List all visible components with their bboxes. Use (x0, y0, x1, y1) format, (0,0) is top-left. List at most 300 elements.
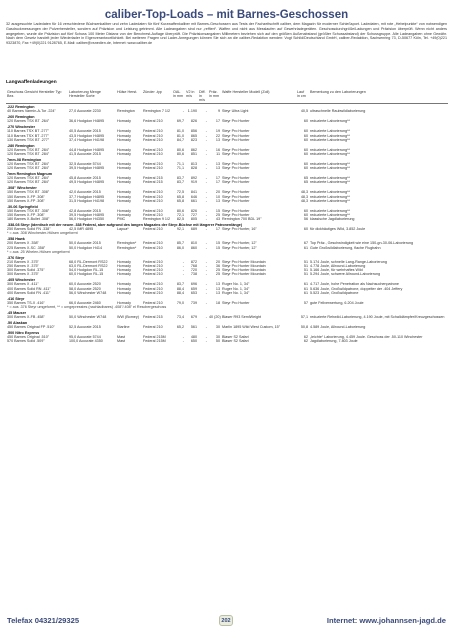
caliber-name: .500 Nitro Express (7, 330, 40, 335)
table-cell: Federal 210 (143, 198, 163, 203)
table-cell: 100,0 Accurate 4350 (69, 339, 103, 344)
table-cell: - (205, 227, 207, 232)
table-cell: - (205, 268, 207, 273)
table-cell: Remington 700 BDL 19" (222, 217, 262, 222)
table-cell: gute Fellverwertung, 6.204 Joule (310, 300, 364, 305)
table-cell: Steyr Pro Hunter (222, 147, 250, 152)
table-cell: 659 (190, 286, 197, 291)
table-cell: - (205, 152, 207, 157)
table-cell: 110 Barnes TSX BT .277" (7, 133, 49, 138)
table-cell: 51 (303, 259, 308, 264)
table-cell: 60 (303, 133, 308, 138)
table-row (6, 339, 448, 343)
table-cell: 13 (215, 137, 220, 142)
table-cell: - (205, 339, 207, 344)
table-cell: 67 (303, 241, 308, 246)
table-cell: 727 (190, 213, 197, 218)
table-cell: 22 (215, 133, 220, 138)
table-row (6, 315, 448, 319)
table-cell: 5.636 Joule, Großwildpatrone, doppelter der .404 Jeffery (310, 286, 403, 291)
table-cell: 52,5 Accurate 2015 (69, 325, 101, 330)
table-cell: 37,7 Hodgdon H4895 (69, 194, 105, 199)
table-cell: 42,0 Accurate 2015 (69, 190, 101, 195)
table-cell: 250 Barnes Solid FN .338" (7, 227, 51, 232)
caliber-name: .405 Winchester (7, 278, 36, 283)
table-cell: 66,0 Accurate 2460 (69, 300, 101, 305)
table-cell: 300 Barnes X .375" (7, 272, 39, 277)
table-cell: Steyr Pro Hunter (222, 213, 250, 218)
table-cell: 32,5 Accurate 5744 (69, 162, 101, 167)
table-cell: 60 (303, 119, 308, 124)
table-cell: 13 (215, 282, 220, 287)
table-cell: 40 Barnes Varmin-A-Tor .224" (7, 109, 56, 114)
table-cell: 11 (216, 152, 220, 157)
table-cell: 823 (190, 137, 197, 142)
table-cell: 60 (303, 129, 308, 134)
table-cell: - (182, 335, 184, 340)
table-cell: - (182, 259, 184, 264)
table-cell: 72,5 (176, 190, 184, 195)
table-cell: 82,5 (176, 217, 184, 222)
table-cell: Hornady (117, 162, 131, 167)
table-cell: 60 (303, 227, 308, 232)
table-cell: 15 (215, 208, 220, 213)
table-cell: Steyr Pro Hunter (222, 166, 250, 171)
column-header: Bemerkung zu den Laborierungen (310, 90, 366, 94)
table-cell: Marlin 1895 Wild West Custom, 15" (222, 325, 281, 330)
table-cell: 17 (215, 227, 220, 232)
table-cell: 60 (303, 208, 308, 213)
table-cell: PMC (117, 217, 126, 222)
table-body (6, 103, 448, 343)
table-cell: 450 Barnes Original FP .510" (7, 325, 55, 330)
table-cell: Hornady (117, 213, 131, 218)
table-cell: 13 (215, 286, 220, 291)
table-cell: - (205, 282, 207, 287)
table-cell: reduzierte Laborierung** (310, 152, 350, 157)
table-cell: 120 Barnes TSX BT .284" (7, 162, 50, 167)
table-cell: - (205, 335, 207, 340)
table-cell: Steyr Pro Hunter (222, 133, 250, 138)
table-cell: 39,5 Hodgdon H4895 (69, 213, 105, 218)
table-cell: 120 Barnes TSX BT .264" (7, 119, 50, 124)
table-cell: Steyr Pro Hunter (222, 119, 250, 124)
table-cell: - (205, 166, 207, 171)
table-cell: 36,6 Hodgdon H4895 (69, 119, 105, 124)
table-cell: 20 (215, 190, 220, 195)
table-cell: reduzierte Laborierung** (310, 166, 350, 171)
table-cell: - (205, 213, 207, 218)
table-cell: 300 Barnes X-FB .458" (7, 315, 45, 320)
table-cell: - (205, 241, 207, 246)
table-cell: Remington 9 1/2 (143, 217, 171, 222)
table-cell: 83,7 (176, 282, 184, 287)
table-cell: 150 Barnes X-FP .308" (7, 213, 45, 218)
table-cell: 45,8 Accurate 2015 (69, 176, 101, 181)
table-cell: - (205, 137, 207, 142)
table-cell: 49,5 Hodgdon H4895 (69, 180, 105, 185)
table-cell: 646 (190, 194, 197, 199)
caliber-name: .280 Remington (7, 143, 35, 148)
table-cell: 350 Barnes TS-X .416" (7, 300, 45, 305)
caliber-name: .45 Mauser (7, 310, 27, 315)
table-cell: Steyr Pro Hunter Mountain (222, 272, 266, 277)
caliber-name: .338-08 Steyr (identisch mit der neuen .338 Federal, aber aufgrund des langen Magazins der Steyr-Büchse mit längerer Patronenlänge) (7, 223, 243, 228)
table-cell: 150 Barnes X-FP .308" (7, 198, 45, 203)
table-cell: 561 (190, 325, 197, 330)
table-cell: ultraschnelle Raubwildlaborierung (310, 109, 366, 114)
table-cell: Federal 215M (143, 339, 166, 344)
table-cell: reduzierte Laborierung** (310, 180, 350, 185)
table-cell: 80,6 (176, 152, 184, 157)
table-cell: 61 (303, 282, 308, 287)
note-text: * = aus .25 Whelen-Hülsen umgeformt (7, 249, 70, 254)
column-header: Laborierung Menge Hersteller Sorte (69, 90, 101, 99)
table-cell: 71,1 (176, 166, 184, 171)
table-cell: 60 (303, 147, 308, 152)
table-cell: 43,5 Hodgdon H4895 (69, 133, 105, 138)
table-cell: klassische Jagdlaborierung (310, 217, 355, 222)
caliber-name: .376 Steyr (7, 255, 25, 260)
table-cell: 83,7 (176, 180, 184, 185)
table-cell: Federal 215 (143, 176, 163, 181)
table-cell: Hornady (117, 208, 131, 213)
table-cell: 27,0 Accurate 2230 (69, 109, 101, 114)
table-cell: Federal 210 (143, 133, 163, 138)
table-cell: 150 Barnes X-FP .308" (7, 194, 45, 199)
table-cell: 813 (190, 162, 197, 167)
table-cell: Hornady (117, 129, 131, 134)
table-cell: Remington* (117, 241, 137, 246)
table-cell: Steyr Pro Hunter Mountain (222, 264, 266, 269)
table-cell: - (205, 286, 207, 291)
table-cell: für dickhäutiges Wild, 3.852 Joule (310, 227, 366, 232)
table-cell: 13 (215, 162, 220, 167)
table-cell: 39,5 Hodgdon H4895 (69, 166, 105, 171)
table-cell: 51 (303, 268, 308, 273)
table-cell: Hornady (117, 264, 131, 269)
table-cell: Federal 215 (143, 180, 163, 185)
caliber-name: .358 Hawk (7, 237, 25, 242)
note-text: * = aus .308 Winchester-Hülsen umgeformt (7, 231, 78, 236)
table-cell: Federal 210 (143, 166, 163, 171)
table-cell: - (205, 162, 207, 167)
table-cell: 9 (217, 109, 220, 114)
table-cell: - (182, 109, 184, 114)
table-cell: 60 (303, 213, 308, 218)
table-cell: reduzierte Laborierung** (310, 213, 350, 218)
table-cell: 17 (215, 176, 220, 181)
table-cell: Federal 210 (143, 290, 163, 295)
table-cell: - (205, 119, 207, 124)
table-cell: Federal 210 (143, 300, 163, 305)
table-cell: 88,4 (176, 290, 184, 295)
column-header: Zünder -typ (143, 90, 162, 94)
table-cell: Steyr Pro Hunter (222, 180, 250, 185)
table-cell: 88,4 (176, 286, 184, 291)
table-cell: 20 (215, 259, 220, 264)
table-cell: Federal 210 (143, 282, 163, 287)
table-cell: 40,5 Accurate 2015 (69, 129, 101, 134)
table-cell: 120 Barnes TSX BT .284" (7, 180, 50, 185)
table-cell: 60 (303, 166, 308, 171)
table-cell: 13 (215, 198, 220, 203)
table-cell: Hornady (117, 286, 131, 291)
table-cell: Federal 210 (143, 152, 163, 157)
table-cell: Hornady (117, 268, 131, 273)
table-cell: WW (Bomey) (117, 315, 139, 320)
table-cell: 865 (190, 133, 197, 138)
table-cell: 15 (215, 245, 220, 250)
table-cell: - (205, 180, 207, 185)
table-cell: 61 (303, 286, 308, 291)
caliber-name: .50 Alaskan (7, 320, 28, 325)
table-cell: 15 (215, 241, 220, 246)
table-cell: 81,0 (176, 133, 184, 138)
table-cell: Ruger No. 1, 34" (222, 282, 250, 287)
table-cell: 653 (190, 290, 197, 295)
table-cell: Hornady (117, 300, 131, 305)
table-cell: 5.294 Joule, schwere Allround-Laborierung (310, 272, 381, 277)
table-cell: 80,6 (176, 147, 184, 152)
table-cell: 85,7 (176, 241, 184, 246)
table-cell: „leichte“ Laborierung, 4.459 Joule. Geschoss der .50-110 Winchester (310, 335, 423, 340)
fax-number: Telefax 04321/29325 (7, 616, 80, 625)
table-cell: Federal 210 (143, 213, 163, 218)
table-cell: - (182, 272, 184, 277)
table-cell: 13 (215, 290, 220, 295)
table-cell: 65 (303, 180, 308, 185)
table-cell: 250 Barnes X .375" (7, 264, 39, 269)
column-header: Diff. in m/s (199, 90, 206, 103)
table-cell: 689 (190, 227, 197, 232)
table-cell: Blaser S2 Safari (222, 339, 249, 344)
table-cell: 51 (303, 272, 308, 277)
caliber-name: .30-06 Springfield (7, 204, 38, 209)
table-cell: Steyr Pro Hunter (222, 152, 250, 157)
table-cell: 225 Barnes X-SC .358" (7, 245, 46, 250)
table-cell: 79,0 (176, 300, 184, 305)
table-cell: 58,0 Accurate 2520 (69, 286, 101, 291)
table-cell: 62 (303, 339, 308, 344)
table-cell: 65 (303, 176, 308, 181)
column-header: Präz. in mm (209, 90, 220, 99)
table-cell: 60,0 Accurate 2520 (69, 282, 101, 287)
table-cell: Federal 210 (143, 227, 163, 232)
table-cell: 95,0 Accurate 5744 (69, 335, 101, 340)
table-cell: 696 (190, 282, 197, 287)
table-cell: Lapua* (117, 227, 129, 232)
table-cell: reduzierte Laborierung** (310, 147, 350, 152)
table-cell: 48,3 (300, 190, 308, 195)
table-cell: - (205, 217, 207, 222)
table-cell: 480 (190, 335, 197, 340)
table-cell: 4.589 Joule, Allround-Laborierung (310, 325, 366, 330)
table-cell: Federal 210 (143, 325, 163, 330)
table-cell: Steyr Pro Hunter (222, 208, 250, 213)
table-cell: Federal 210 (143, 264, 163, 269)
table-cell: 30 (215, 335, 220, 340)
table-cell: Steyr Pro Hunter (222, 198, 250, 203)
table-cell: Steyr Ultra Light (222, 109, 249, 114)
table-cell: - (205, 272, 207, 277)
table-cell: Hornady (117, 180, 131, 185)
table-cell: 41,5 Accurate 2015 (69, 152, 101, 157)
table-cell: 150 Barnes TSX BT .308" (7, 208, 50, 213)
table-cell: 56,0 Hodgdon H4350 (69, 217, 105, 222)
table-cell: 68,0 RL-Dermont RS22 (69, 259, 108, 264)
table-cell: 679 (190, 315, 197, 320)
caliber-name: 7mm-08 Remington (7, 157, 42, 162)
table-cell: - (205, 198, 207, 203)
table-cell: Blaser R93 SemiWeight (222, 315, 262, 320)
table-cell: 42,8 Accurate 2015 (69, 208, 101, 213)
table-cell: Federal 210 (143, 286, 163, 291)
table-cell: 51 (303, 264, 308, 269)
table-cell: Hornady (117, 166, 131, 171)
table-cell: 50,0 Accurate 2015 (69, 241, 101, 246)
table-cell: - (205, 208, 207, 213)
table-cell: Ruger No. 1, 34" (222, 290, 250, 295)
caliber-name: .260 Remington (7, 115, 35, 120)
footer (0, 614, 453, 628)
table-cell: reduzierte Laborierung** (310, 176, 350, 181)
table-cell: 4.717 Joule, hohe Penetration als Nachsuchenpatrone (310, 282, 399, 287)
table-cell: 180 Barnes X-Bullet .308" (7, 217, 50, 222)
table-cell: 60,0 Hodgdon RL-15 (69, 272, 104, 277)
table-cell: 36 (215, 264, 220, 269)
table-cell: 120 Barnes TSX BT .284" (7, 147, 50, 152)
table-cell: reduzierte Rehwild-Laborierung, 4.190 Joule, mit Schalldämpfer/Kreuzgeschossen (310, 315, 445, 320)
table-cell: 63,0 RL-Dermont RS22 (69, 264, 108, 269)
table-cell: Hornady (117, 259, 131, 264)
table-cell: 210 Barnes X .375" (7, 259, 39, 264)
page-title: caliber-Top-Loads – mit Barnes-Geschossen (104, 9, 349, 21)
table-cell: Steyr Pro Hunter Mountain (222, 268, 266, 273)
table-cell: 57 (303, 300, 308, 305)
table-cell: Federal 210 (143, 245, 163, 250)
table-cell: Steyr Pro Hunter (222, 176, 250, 181)
table-cell: Remington (117, 109, 135, 114)
table-cell: reduzierte Laborierung** (310, 133, 350, 138)
table-cell: 60 (303, 162, 308, 167)
table-cell: 31,5 Hodgdon H4198 (69, 198, 105, 203)
table-cell: 738 (190, 272, 197, 277)
table-cell: 5.523 Joule, Großwildpatrone (310, 290, 359, 295)
table-cell: 50,8 (300, 325, 308, 330)
table-cell: 570 Barnes Solid .509" (7, 339, 45, 344)
table-cell: Steyr Pro Hunter (222, 194, 250, 199)
table-cell: 826 (190, 119, 197, 124)
table-cell: 739 (190, 300, 197, 305)
table-cell: 57,1 (300, 315, 308, 320)
table-header-row (6, 90, 448, 103)
table-cell: 44,8 Hodgdon H4895 (69, 147, 105, 152)
table-cell: - (182, 264, 184, 269)
table-cell: 856 (190, 129, 197, 134)
table-cell: 5.174 Joule, schnelle Lang-Range-Laborierung (310, 259, 387, 264)
table-cell: - (205, 109, 207, 114)
table-cell: 450 Barnes Original .510" (7, 335, 50, 340)
table-cell: 69,7 (176, 119, 184, 124)
table-cell: Steyr Pro Hunter, 16" (222, 227, 257, 232)
table-cell: Steyr Pro Hunter (222, 129, 250, 134)
table-cell: 60 (303, 152, 308, 157)
table-cell: 16 (215, 147, 220, 152)
table-cell: 872 (190, 259, 197, 264)
table-cell: 92,1 (176, 227, 184, 232)
table-cell: Steyr Pro Hunter, 12" (222, 245, 257, 250)
table-cell: - (182, 268, 184, 273)
table-cell: 17 (215, 180, 220, 185)
table-cell: Steyr Pro Hunter (222, 137, 250, 142)
table-cell: 5.166 Joule, für wehrhaftes Wild (310, 268, 363, 273)
table-cell: Federal 210 (143, 272, 163, 277)
table-cell: - (205, 264, 207, 269)
table-cell: Blaser S2 Safari (222, 335, 249, 340)
table-cell: 400 Barnes Solid FN .411" (7, 290, 51, 295)
table-cell: Federal 210 (143, 162, 163, 167)
table-cell: 83,7 (176, 176, 184, 181)
load-data-table (6, 90, 448, 343)
table-cell: 862 (190, 147, 197, 152)
table-cell: 200 Barnes X .358" (7, 241, 39, 246)
table-cell: 54,0 Hodgdon RL-15 (69, 268, 104, 273)
table-cell: Mast (117, 339, 125, 344)
caliber-name: .222 Remington (7, 105, 35, 110)
table-cell: 65,8 (176, 194, 184, 199)
table-cell: - (205, 190, 207, 195)
table-cell: 40 (20) (209, 315, 221, 320)
website-link[interactable]: Internet: www.johannsen-jagd.de (326, 616, 446, 625)
table-cell: 43 (215, 217, 220, 222)
table-cell: Hornady (117, 190, 131, 195)
table-cell: reduzierte Laborierung** (310, 119, 350, 124)
table-cell: reduzierte Laborierung** (310, 208, 350, 213)
table-cell: Steyr Pro Hunter (222, 190, 250, 195)
table-cell: 25 (215, 268, 220, 273)
table-cell: Mast (117, 335, 125, 340)
table-cell: 860 (190, 245, 197, 250)
table-cell: Hornady (117, 176, 131, 181)
table-cell: 120 Barnes TSX BT .284" (7, 166, 50, 171)
table-cell: 828 (190, 166, 197, 171)
table-cell: reduzierte Laborierung** (310, 190, 350, 195)
table-cell: 61 (303, 290, 308, 295)
table-cell: reduzierte Laborierung** (310, 198, 350, 203)
table-cell: - (205, 194, 207, 199)
table-cell: 48,3 (300, 198, 308, 203)
note-text: * = aus .376 Steyr umgeformt, ** = umgepresstes (nachladbares) .408"/.408" el Rescbergeschoss (7, 305, 167, 310)
table-cell: Top Präz., Geschwindigkeit wie eine 150-gn-30-06-Laborierung (310, 241, 414, 246)
column-header: V2 in m/s (186, 90, 195, 99)
table-cell: 19 (215, 129, 220, 134)
table-cell: 120 Barnes TSX BT .284" (7, 176, 50, 181)
table-cell: 919 (190, 180, 197, 185)
table-cell: 56 (303, 217, 308, 222)
table-cell: 25 (215, 213, 220, 218)
table-cell: Federal 210 (143, 268, 163, 273)
table-cell: 86,0 (176, 245, 184, 250)
table-cell: 805 (190, 217, 197, 222)
table-cell: 300 Barnes X .411" (7, 282, 39, 287)
table-cell: 13 (215, 166, 220, 171)
column-header: Hülse Herst. (117, 90, 138, 94)
table-cell: 56,0 Winchester W748 (69, 290, 107, 295)
table-cell: Federal 215 (143, 315, 163, 320)
table-cell: 18 (215, 300, 220, 305)
table-cell: 400 Barnes Solid RN .411" (7, 286, 51, 291)
